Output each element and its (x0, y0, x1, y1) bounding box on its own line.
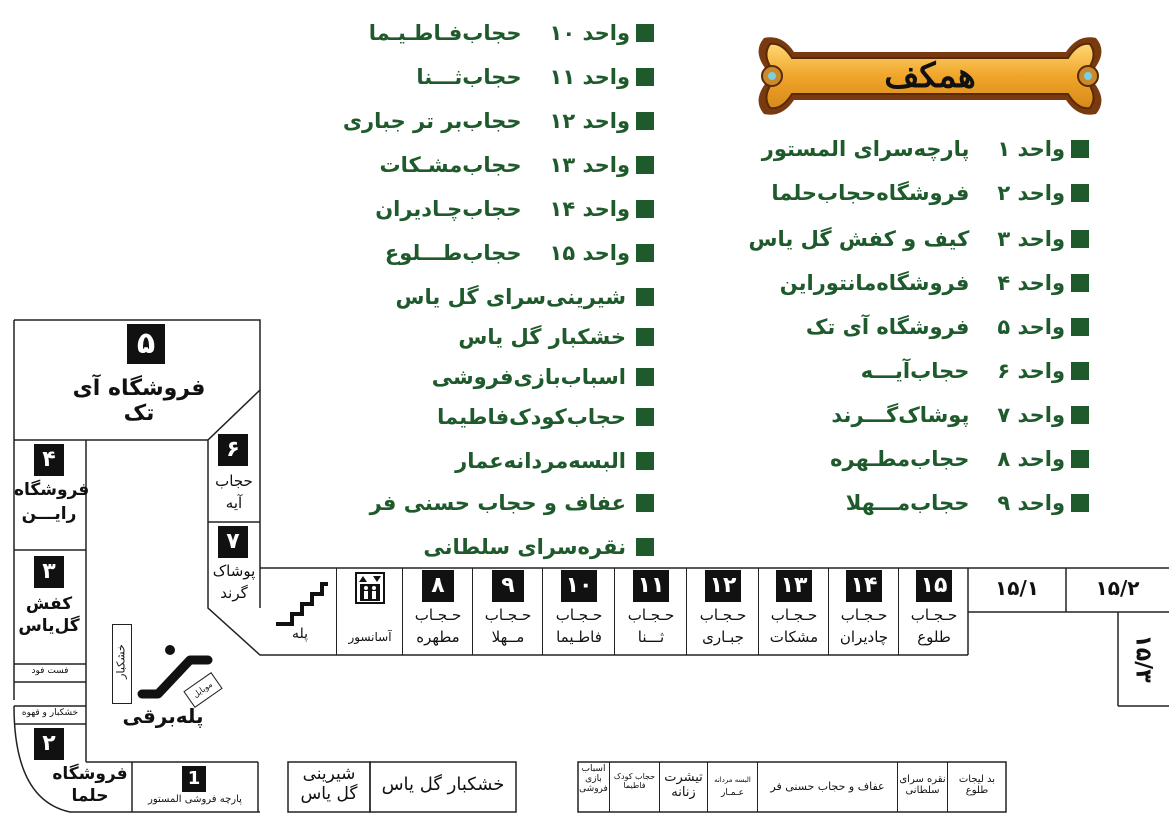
kiosk-toys[interactable] (578, 762, 610, 812)
shop-name: البسه‌مردانه‌عمار (455, 449, 626, 473)
kiosk-line2: طلوع (965, 785, 989, 796)
unit-label: واحد ۳ (997, 227, 1065, 251)
legend-square-icon (636, 452, 654, 470)
shop-name: کیف و کفش گل یاس (748, 227, 970, 251)
shop-name: حجاب‌ثـــنا (416, 65, 522, 89)
unit-label: واحد ۶ (997, 359, 1065, 383)
legend-square-icon (1071, 230, 1089, 248)
kiosk-line2: فاطیما (623, 781, 646, 790)
unit-name-line2: طلوع (917, 628, 951, 646)
unit-9[interactable] (472, 568, 542, 655)
kiosk-kids[interactable] (610, 762, 660, 812)
shop-name: حجاب‌کودک‌فاطیما (437, 405, 626, 429)
unit-name-line2: رایـــن (21, 504, 77, 524)
kiosk-men[interactable] (708, 762, 758, 812)
unit-label: واحد ۱۳ (549, 153, 630, 177)
shop-name: فروشگاه‌حجاب‌حلما (771, 181, 970, 205)
unit-name-line1: حـجـاب (840, 606, 888, 624)
kiosk-line2: عـمـار (721, 788, 744, 798)
legend-item (432, 362, 654, 392)
unit-name-line2: مــهلا (491, 628, 525, 646)
unit-label: واحد ۱۵ (549, 241, 630, 265)
unit-number: ۳ (34, 556, 64, 588)
legend-square-icon (636, 368, 654, 386)
escalator-label: پله‌برقی (122, 704, 204, 728)
unit-number: ۱۲ (705, 570, 741, 602)
kiosk-line2: سلطانی (905, 785, 940, 796)
unit-13[interactable] (758, 568, 828, 655)
unit-7[interactable] (208, 522, 260, 608)
kiosk-nuts[interactable]: خشکبار گل یاس (381, 774, 505, 795)
legend-item (830, 444, 1089, 474)
legend-item (806, 312, 1089, 342)
unit-number: ۷ (218, 526, 248, 558)
legend-square-icon (1071, 184, 1089, 202)
unit-label: واحد ۱ (997, 137, 1065, 161)
shop-name: شیرینی‌سرای گل یاس (395, 285, 626, 309)
unit-name-line1: حجاب (215, 472, 253, 490)
legend-item (423, 532, 654, 562)
unit-number: ۱۴ (846, 570, 882, 602)
legend-square-icon (1071, 318, 1089, 336)
stairs-label: پله (291, 626, 309, 642)
unit-number: ۱۳ (776, 570, 812, 602)
kiosk-silver[interactable] (898, 762, 948, 812)
legend-item (343, 106, 654, 136)
unit-number: 1 (182, 766, 206, 792)
legend-item (437, 402, 654, 432)
kiosk-tshirt[interactable] (660, 762, 708, 812)
legend-item (380, 150, 654, 180)
legend-square-icon (636, 244, 654, 262)
kiosk-line1: تیشرت (664, 770, 703, 785)
legend-square-icon (1071, 450, 1089, 468)
unit-5[interactable] (14, 320, 260, 440)
unit-name: پارچه فروشی المستور (148, 794, 242, 805)
legend-item (780, 268, 1089, 298)
shop-name: حجاب‌مشـکات (379, 153, 522, 177)
unit-number: ۲ (34, 728, 64, 760)
kiosk-line1: بد لیجات (958, 774, 996, 785)
unit-number: ۹ (492, 570, 524, 602)
mobile-label: موبایل (191, 679, 215, 700)
kiosk-sweets[interactable] (288, 762, 370, 812)
kiosk-line2: گل یاس (300, 784, 358, 804)
unit-number: ۱۱ (633, 570, 669, 602)
nuts-vertical-label (112, 624, 132, 704)
legend-item (375, 194, 654, 224)
unit-name-line2: ثـــنا (637, 628, 665, 646)
unit-name-line1: فروشگاه (52, 764, 128, 784)
elevator-icon (355, 572, 385, 604)
unit-2[interactable] (14, 724, 132, 812)
legend-square-icon (636, 156, 654, 174)
unit-label: واحد ۲ (997, 181, 1065, 205)
legend-square-icon (636, 408, 654, 426)
shop-name: خشکبار گل یاس (458, 325, 626, 349)
nuts-coffee-label: خشکبار و قهوه (21, 708, 79, 718)
legend-square-icon (636, 68, 654, 86)
shop-name: حجاب‌فـاطـیـما (368, 21, 522, 45)
unit-name-line2: چادیران (839, 628, 889, 646)
kiosk-tolu[interactable] (948, 762, 1006, 812)
legend-square-icon (1071, 406, 1089, 424)
shop-name: پارچه‌سرای المستور (761, 137, 970, 161)
legend-square-icon (1071, 140, 1089, 158)
unit-label: واحد ۵ (997, 315, 1065, 339)
elevator-label: آسانسور (348, 630, 392, 644)
shop-name: پوشاک‌گـــرند (831, 403, 970, 427)
unit-name-line2: جبـاری (702, 628, 744, 646)
kiosk-afaf[interactable] (758, 762, 898, 812)
unit-name-line2: فاطـیما (556, 628, 602, 646)
kiosk-line1: نقره سرای (899, 774, 946, 785)
legend-item (458, 322, 654, 352)
legend-item (762, 134, 1089, 164)
legend-item (771, 178, 1089, 208)
shop-name: نقره‌سرای سلطانی (423, 535, 626, 559)
legend-square-icon (636, 112, 654, 130)
kiosk-line1: البسه مردانه (714, 776, 751, 784)
legend-item (370, 488, 654, 518)
unit-15-3[interactable]: ۱۵/۳ (1130, 634, 1156, 683)
legend-square-icon (636, 538, 654, 556)
fastfood-label: فست فود (31, 666, 69, 676)
unit-name-line1: حـجـاب (414, 606, 462, 624)
legend-item (749, 224, 1089, 254)
unit-name-line1: فروشگاه (14, 480, 90, 500)
legend-item (846, 488, 1089, 518)
unit-name-line1: حـجـاب (699, 606, 747, 624)
unit-15-1[interactable]: ۱۵/۱ (995, 576, 1039, 600)
kiosk-line1: اسباب (581, 764, 606, 774)
shop-name: فروشگاه‌مانتو‌راین (779, 271, 970, 295)
unit-number: ۱۰ (561, 570, 597, 602)
legend-square-icon (1071, 274, 1089, 292)
unit-name-line1: حـجـاب (555, 606, 603, 624)
unit-6[interactable] (208, 430, 260, 522)
legend-square-icon (636, 200, 654, 218)
unit-label: واحد ۹ (997, 491, 1065, 515)
kiosk-line3: فروشی (579, 784, 608, 794)
legend-square-icon (636, 328, 654, 346)
kiosk-line1: عفاف و حجاب حسنی فر (770, 780, 885, 793)
banner-title: همکف (884, 56, 976, 96)
unit-number: ۴ (34, 444, 64, 476)
legend-item (455, 446, 654, 476)
legend-square-icon (636, 494, 654, 512)
kiosk-line1: حجاب کودک (613, 772, 656, 781)
unit-name-line2: گل‌یاس (18, 616, 80, 636)
unit-name-line1: حـجـاب (910, 606, 958, 624)
shop-name: حجاب‌آیـــه (860, 359, 970, 383)
legend-square-icon (636, 24, 654, 42)
legend-square-icon (636, 288, 654, 306)
kiosk-line2: بازی (585, 774, 602, 784)
unit-label: واحد ۱۴ (549, 197, 630, 221)
stairs-icon (276, 582, 328, 626)
unit-label: واحد ۷ (997, 403, 1065, 427)
unit-10[interactable] (542, 568, 614, 655)
unit-label: واحد ۱۲ (549, 109, 630, 133)
unit-name-line2: مشکات (769, 628, 819, 646)
unit-12[interactable] (686, 568, 758, 655)
shop-name: حجاب‌مـــهلا (845, 491, 970, 515)
unit-name-line2: گرند (220, 584, 248, 602)
legend-item (861, 356, 1089, 386)
shop-name: عفاف و حجاب حسنی فر (369, 491, 626, 515)
shop-name: فروشگاه آی تک (805, 315, 970, 339)
shop-name: حجاب‌مطـهره (830, 447, 970, 471)
unit-15[interactable] (898, 568, 968, 655)
shop-name: حجاب‌طـــلوع (384, 241, 522, 265)
unit-number: ۵ (127, 324, 165, 364)
elevator[interactable] (336, 568, 402, 655)
legend-square-icon (1071, 494, 1089, 512)
shop-name: حجاب‌چـادیران (375, 197, 522, 221)
unit-label: واحد ۱۰ (549, 21, 630, 45)
unit-label: واحد ۱۱ (549, 65, 630, 89)
unit-11[interactable] (614, 568, 686, 655)
kiosk-line2: زنانه (671, 785, 696, 800)
unit-name-line2: حلما (71, 786, 109, 806)
unit-number: ۸ (422, 570, 454, 602)
legend-item (831, 400, 1089, 430)
unit-label: واحد ۸ (997, 447, 1065, 471)
nuts-vertical-text: خشکبار (114, 644, 128, 679)
kiosk-line1: شیرینی (302, 764, 356, 784)
unit-name-line1: پوشاک (212, 562, 256, 580)
unit-name-line1: حـجـاب (627, 606, 675, 624)
unit-name-line2: مطهره (416, 628, 460, 646)
unit-number: ۱۵ (916, 570, 952, 602)
legend-item (385, 238, 654, 268)
mobile-kiosk (183, 672, 222, 708)
unit-1[interactable] (132, 762, 258, 812)
legend-item (416, 62, 654, 92)
unit-3[interactable] (14, 550, 86, 664)
unit-number: ۶ (218, 434, 248, 466)
legend-square-icon (1071, 362, 1089, 380)
floor-title-banner (742, 32, 1118, 120)
unit-name-line1: حـجـاب (484, 606, 532, 624)
unit-name-line1: حـجـاب (770, 606, 818, 624)
unit-name-line1: کفش (25, 594, 73, 614)
unit-15-2[interactable]: ۱۵/۲ (1095, 576, 1140, 600)
legend-item (369, 18, 654, 48)
unit-name-line2: آیه (225, 494, 243, 512)
unit-name: فروشگاه آی تک (72, 376, 206, 426)
unit-14[interactable] (828, 568, 898, 655)
unit-label: واحد ۴ (997, 271, 1065, 295)
shop-name: حجاب‌بر تر جباری (342, 109, 522, 133)
shop-name: اسباب‌بازی‌فروشی (431, 365, 626, 389)
unit-8[interactable] (402, 568, 472, 655)
unit-4[interactable] (14, 440, 90, 550)
legend-item (396, 282, 654, 312)
